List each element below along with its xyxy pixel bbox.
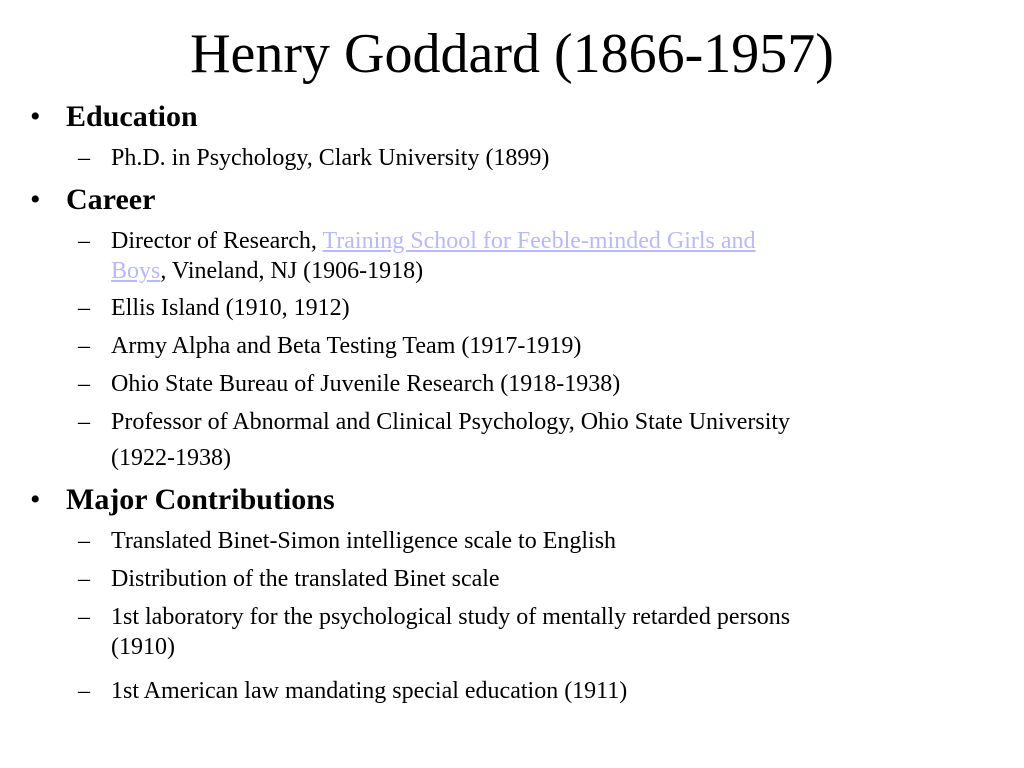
item-laboratory-line1: 1st laboratory for the psychological study of mentally retarded persons	[111, 604, 791, 630]
heading-contributions: Major Contributions	[66, 483, 335, 516]
item-distribution: Distribution of the translated Binet scale	[111, 566, 500, 592]
dash-icon: –	[78, 333, 90, 359]
dash-icon: –	[78, 145, 90, 171]
dash-icon: –	[78, 566, 90, 592]
heading-career: Career	[66, 183, 156, 216]
dash-icon: –	[78, 528, 90, 554]
item-ellis-island: Ellis Island (1910, 1912)	[111, 295, 350, 321]
bullet-contributions: •	[30, 483, 41, 516]
item-director-suffix: , Vineland, NJ (1906-1918)	[160, 258, 424, 284]
item-professor-line2: (1922-1938)	[111, 445, 231, 471]
dash-icon: –	[78, 295, 90, 321]
training-school-link[interactable]: Training School for Feeble-minded Girls and	[322, 228, 756, 254]
dash-icon: –	[78, 228, 90, 254]
dash-icon: –	[78, 678, 90, 704]
heading-education: Education	[66, 100, 198, 133]
dash-icon: –	[78, 604, 90, 630]
dash-icon: –	[78, 409, 90, 435]
dash-icon: –	[78, 371, 90, 397]
item-director-line1	[111, 226, 756, 256]
training-school-link-continued[interactable]: Boys	[111, 258, 161, 284]
item-professor-line1: Professor of Abnormal and Clinical Psychology, Ohio State University	[111, 409, 791, 435]
item-army-testing: Army Alpha and Beta Testing Team (1917-1919)	[111, 333, 582, 359]
item-translated-binet: Translated Binet-Simon intelligence scale to English	[111, 528, 617, 554]
item-ohio-bureau: Ohio State Bureau of Juvenile Research (1918-1938)	[111, 371, 621, 397]
bullet-career: •	[30, 183, 41, 216]
bullet-education: •	[30, 100, 41, 133]
item-special-education-law: 1st American law mandating special education (1911)	[111, 678, 628, 704]
slide-title: Henry Goddard (1866-1957)	[190, 23, 834, 85]
item-laboratory-line2: (1910)	[111, 634, 175, 660]
item-phd: Ph.D. in Psychology, Clark University (1899)	[111, 145, 550, 171]
item-director-prefix: Director of Research,	[111, 228, 323, 254]
item-director-line2	[111, 256, 423, 286]
